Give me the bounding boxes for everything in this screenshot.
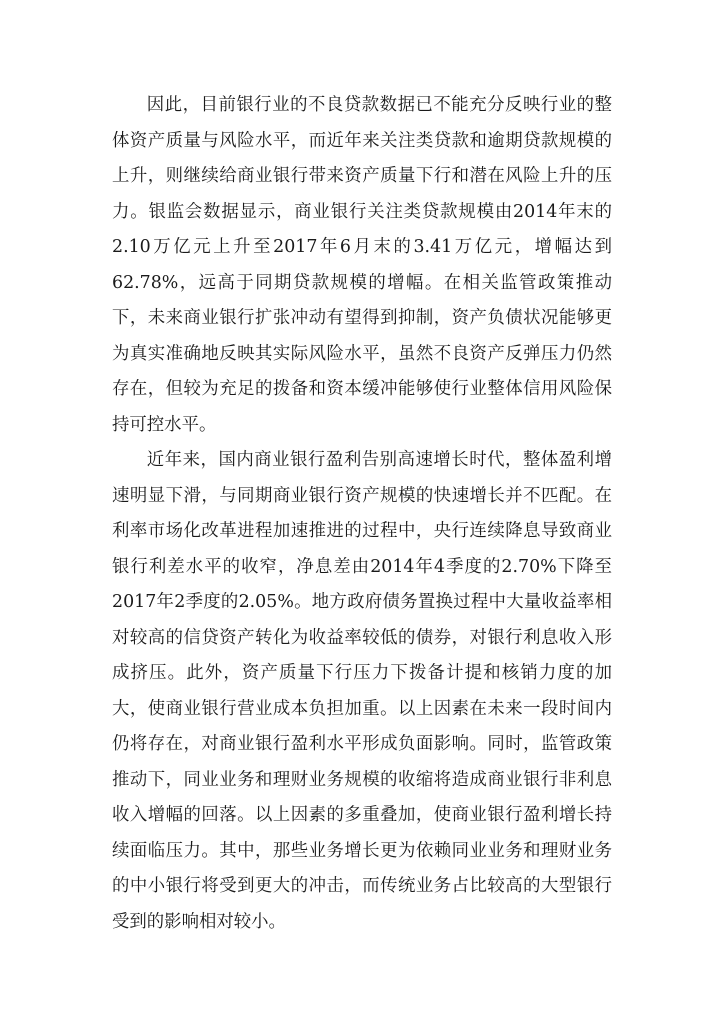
paragraph-1: 因此，目前银行业的不良贷款数据已不能充分反映行业的整体资产质量与风险水平，而近年来关注类贷款和逾期贷款规模的上升，则继续给商业银行带来资产质量下行和潜在风险上升的压力。银监会数据显示，商业银行关注类贷款规模由2014年末的2.10万亿元上升至2017年6月末的3.41万亿元，增幅达到62.78%，远高于同期贷款规模的增幅。在相关监管政策推动下，未来商业银行扩张冲动有望得到抑制，资产负债状况能够更为真实准确地反映其实际风险水平，虽然不良资产反弹压力仍然存在，但较为充足的拨备和资本缓冲能够使行业整体信用风险保持可控水平。 bbox=[112, 95, 612, 435]
paragraph-2: 近年来，国内商业银行盈利告别高速增长时代，整体盈利增速明显下滑，与同期商业银行资产规模的快速增长并不匹配。在利率市场化改革进程加速推进的过程中，央行连续降息导致商业银行利差水平的收窄，净息差由2014年4季度的2.70%下降至2017年2季度的2.05%。地方政府债务置换过程中大量收益率相对较高的信贷资产转化为收益率较低的债券，对银行利息收入形成挤压。此外，资产质量下行压力下拨备计提和核销力度的加大，使商业银行营业成本负担加重。以上因素在未来一段时间内仍将存在，对商业银行盈利水平形成负面影响。同时，监管政策推动下，同业业务和理财业务规模的收缩将造成商业银行非利息收入增幅的回落。以上因素的多重叠加，使商业银行盈利增长持续面临压力。其中，那些业务增长更为依赖同业业务和理财业务的中小银行将受到更大的冲击，而传统业务占比较高的大型银行受到的影响相对较小。 bbox=[112, 450, 612, 932]
document-body bbox=[112, 88, 612, 940]
